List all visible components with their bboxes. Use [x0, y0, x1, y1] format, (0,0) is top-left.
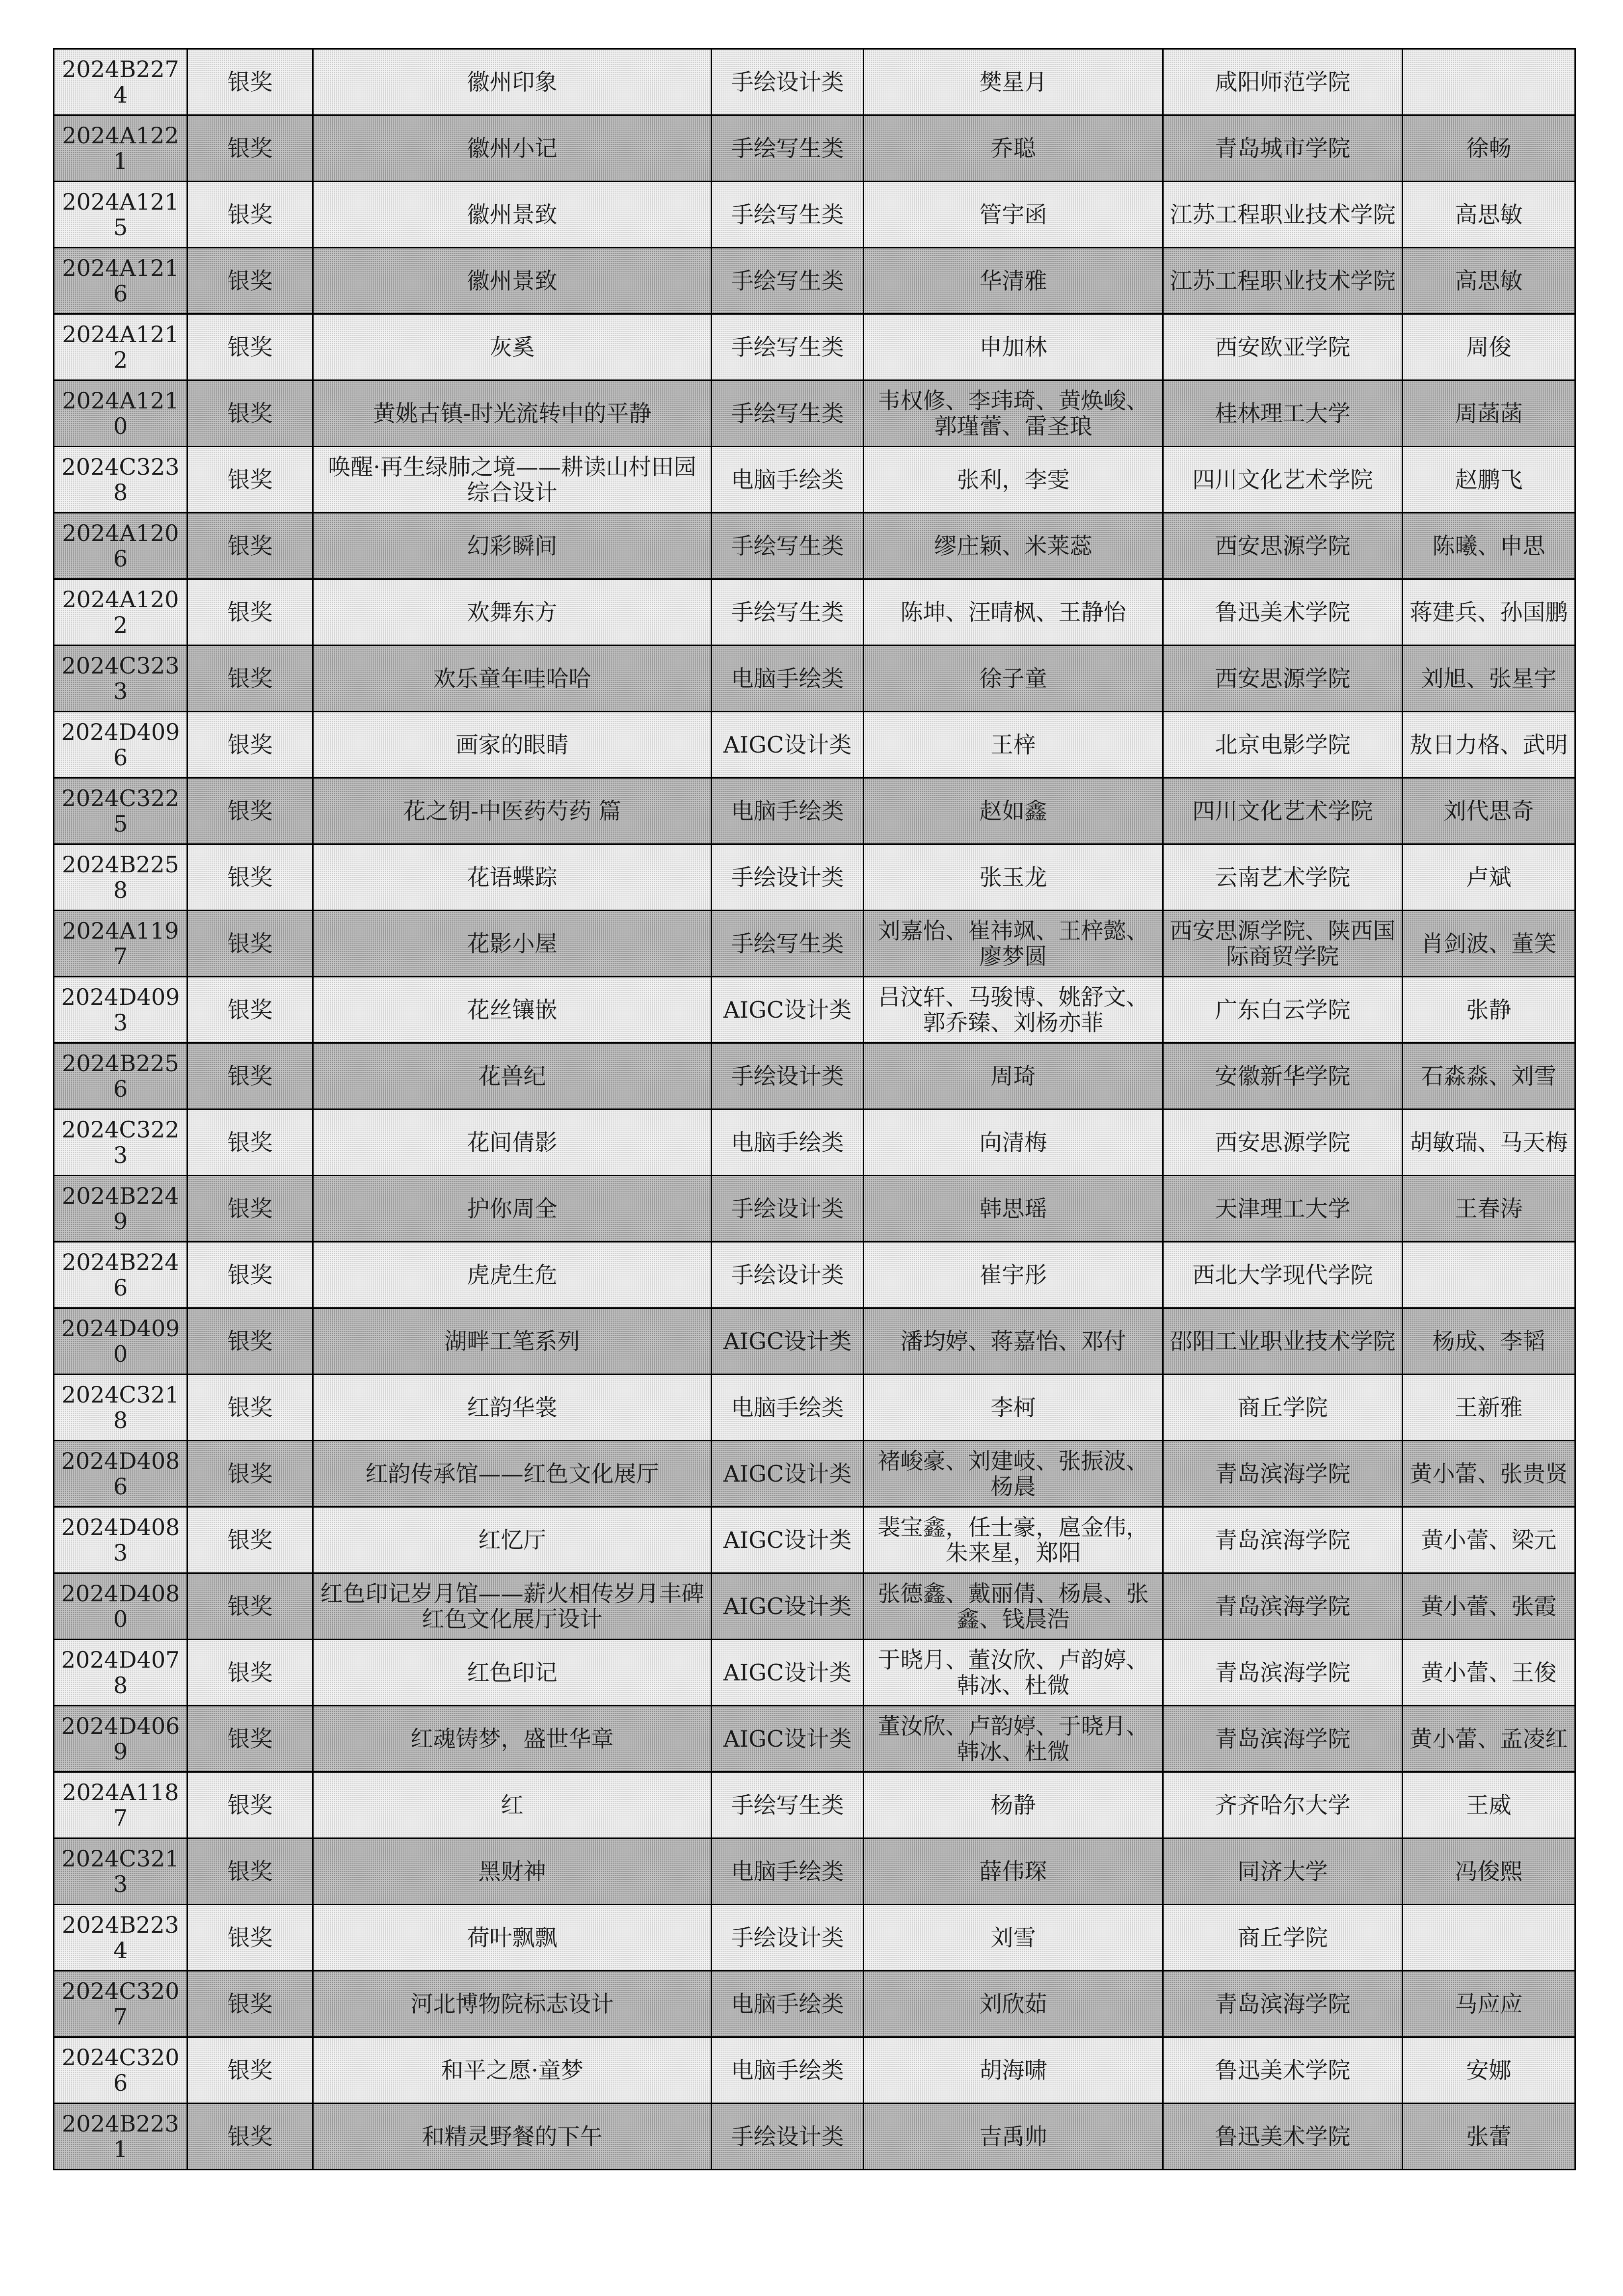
entry-id-cell: 2024C3206 — [54, 2037, 187, 2104]
teacher-cell: 赵鹏飞 — [1403, 447, 1575, 513]
category-cell: AIGC设计类 — [712, 977, 864, 1043]
category-cell: AIGC设计类 — [712, 1308, 864, 1375]
authors-cell: 张利，李雯 — [864, 447, 1163, 513]
authors-cell: 申加林 — [864, 314, 1163, 380]
school-cell: 青岛滨海学院 — [1163, 1507, 1403, 1573]
category-cell: 电脑手绘类 — [712, 1375, 864, 1441]
school-cell: 桂林理工大学 — [1163, 380, 1403, 447]
table-row — [54, 115, 1575, 182]
entry-id-cell: 2024A1215 — [54, 182, 187, 248]
school-cell: 青岛滨海学院 — [1163, 1573, 1403, 1640]
title-cell: 欢乐童年哇哈哈 — [313, 646, 712, 712]
teacher-cell: 高思敏 — [1403, 182, 1575, 248]
entry-id-cell: 2024D4093 — [54, 977, 187, 1043]
entry-id-cell: 2024C3225 — [54, 778, 187, 844]
award-cell: 银奖 — [187, 911, 313, 977]
entry-id-cell: 2024C3218 — [54, 1375, 187, 1441]
authors-cell: 陈坤、汪晴枫、王静怡 — [864, 579, 1163, 646]
entry-id-cell: 2024B2231 — [54, 2104, 187, 2170]
award-cell: 银奖 — [187, 1375, 313, 1441]
title-cell: 红忆厅 — [313, 1507, 712, 1573]
entry-id-cell: 2024A1212 — [54, 314, 187, 380]
award-cell: 银奖 — [187, 2037, 313, 2104]
category-cell: 手绘写生类 — [712, 1772, 864, 1838]
award-cell: 银奖 — [187, 1308, 313, 1375]
table-row — [54, 1308, 1575, 1375]
entry-id-cell: 2024A1197 — [54, 911, 187, 977]
award-cell: 银奖 — [187, 380, 313, 447]
category-cell: AIGC设计类 — [712, 712, 864, 778]
table-row — [54, 1176, 1575, 1242]
title-cell: 红色印记岁月馆——薪火相传岁月丰碑红色文化展厅设计 — [313, 1573, 712, 1640]
school-cell: 广东白云学院 — [1163, 977, 1403, 1043]
entry-id-cell: 2024B2249 — [54, 1176, 187, 1242]
school-cell: 青岛城市学院 — [1163, 115, 1403, 182]
entry-id-cell: 2024D4086 — [54, 1441, 187, 1507]
authors-cell: 董汝欣、卢韵婷、于晓月、韩冰、杜微 — [864, 1706, 1163, 1772]
award-cell: 银奖 — [187, 1573, 313, 1640]
table-row — [54, 579, 1575, 646]
teacher-cell: 黄小蕾、梁元 — [1403, 1507, 1575, 1573]
authors-cell: 胡海啸 — [864, 2037, 1163, 2104]
table-row — [54, 1971, 1575, 2037]
entry-id-cell: 2024A1221 — [54, 115, 187, 182]
authors-cell: 韩思瑶 — [864, 1176, 1163, 1242]
school-cell: 邵阳工业职业技术学院 — [1163, 1308, 1403, 1375]
award-cell: 银奖 — [187, 1971, 313, 2037]
category-cell: AIGC设计类 — [712, 1706, 864, 1772]
table-row — [54, 447, 1575, 513]
authors-cell: 杨静 — [864, 1772, 1163, 1838]
school-cell: 青岛滨海学院 — [1163, 1441, 1403, 1507]
title-cell: 花之钥-中医药芍药 篇 — [313, 778, 712, 844]
entry-id-cell: 2024A1187 — [54, 1772, 187, 1838]
title-cell: 虎虎生危 — [313, 1242, 712, 1308]
title-cell: 护你周全 — [313, 1176, 712, 1242]
entry-id-cell: 2024D4096 — [54, 712, 187, 778]
school-cell: 北京电影学院 — [1163, 712, 1403, 778]
school-cell: 青岛滨海学院 — [1163, 1706, 1403, 1772]
school-cell: 西安思源学院、陕西国际商贸学院 — [1163, 911, 1403, 977]
category-cell: 手绘写生类 — [712, 380, 864, 447]
table-row — [54, 1507, 1575, 1573]
school-cell: 鲁迅美术学院 — [1163, 2104, 1403, 2170]
teacher-cell: 王春涛 — [1403, 1176, 1575, 1242]
entry-id-cell: 2024A1216 — [54, 248, 187, 314]
award-cell: 银奖 — [187, 977, 313, 1043]
category-cell: 手绘写生类 — [712, 314, 864, 380]
authors-cell: 于晓月、董汝欣、卢韵婷、韩冰、杜微 — [864, 1640, 1163, 1706]
title-cell: 湖畔工笔系列 — [313, 1308, 712, 1375]
award-cell: 银奖 — [187, 1772, 313, 1838]
title-cell: 河北博物院标志设计 — [313, 1971, 712, 2037]
teacher-cell: 王新雅 — [1403, 1375, 1575, 1441]
entry-id-cell: 2024A1202 — [54, 579, 187, 646]
title-cell: 黄姚古镇-时光流转中的平静 — [313, 380, 712, 447]
title-cell: 花兽纪 — [313, 1043, 712, 1109]
authors-cell: 樊星月 — [864, 49, 1163, 115]
school-cell: 青岛滨海学院 — [1163, 1640, 1403, 1706]
category-cell: AIGC设计类 — [712, 1640, 864, 1706]
school-cell: 西安思源学院 — [1163, 1109, 1403, 1176]
award-cell: 银奖 — [187, 248, 313, 314]
entry-id-cell: 2024D4090 — [54, 1308, 187, 1375]
award-cell: 银奖 — [187, 1640, 313, 1706]
category-cell: 电脑手绘类 — [712, 646, 864, 712]
table-row — [54, 1905, 1575, 1971]
award-cell: 银奖 — [187, 182, 313, 248]
category-cell: 电脑手绘类 — [712, 2037, 864, 2104]
authors-cell: 崔宇彤 — [864, 1242, 1163, 1308]
teacher-cell: 陈曦、申思 — [1403, 513, 1575, 579]
title-cell: 红魂铸梦，盛世华章 — [313, 1706, 712, 1772]
title-cell: 红色印记 — [313, 1640, 712, 1706]
teacher-cell: 刘旭、张星宇 — [1403, 646, 1575, 712]
award-cell: 银奖 — [187, 712, 313, 778]
table-row — [54, 1772, 1575, 1838]
teacher-cell: 胡敏瑞、马天梅 — [1403, 1109, 1575, 1176]
teacher-cell: 刘代思奇 — [1403, 778, 1575, 844]
authors-cell: 乔聪 — [864, 115, 1163, 182]
teacher-cell: 王威 — [1403, 1772, 1575, 1838]
teacher-cell: 肖剑波、董笑 — [1403, 911, 1575, 977]
school-cell: 四川文化艺术学院 — [1163, 447, 1403, 513]
title-cell: 红韵华裳 — [313, 1375, 712, 1441]
school-cell: 西北大学现代学院 — [1163, 1242, 1403, 1308]
authors-cell: 吉禹帅 — [864, 2104, 1163, 2170]
school-cell: 商丘学院 — [1163, 1905, 1403, 1971]
category-cell: 手绘写生类 — [712, 513, 864, 579]
award-cell: 银奖 — [187, 1706, 313, 1772]
entry-id-cell: 2024C3233 — [54, 646, 187, 712]
school-cell: 西安欧亚学院 — [1163, 314, 1403, 380]
authors-cell: 刘欣茹 — [864, 1971, 1163, 2037]
title-cell: 徽州印象 — [313, 49, 712, 115]
entry-id-cell: 2024C3207 — [54, 1971, 187, 2037]
title-cell: 黑财神 — [313, 1838, 712, 1905]
table-row — [54, 1441, 1575, 1507]
teacher-cell: 安娜 — [1403, 2037, 1575, 2104]
title-cell: 红韵传承馆——红色文化展厅 — [313, 1441, 712, 1507]
award-cell: 银奖 — [187, 1109, 313, 1176]
teacher-cell — [1403, 1905, 1575, 1971]
authors-cell: 褚峻豪、刘建岐、张振波、杨晨 — [864, 1441, 1163, 1507]
authors-cell: 张德鑫、戴丽倩、杨晨、张鑫、钱晨浩 — [864, 1573, 1163, 1640]
category-cell: 电脑手绘类 — [712, 778, 864, 844]
table-row — [54, 314, 1575, 380]
table-row — [54, 513, 1575, 579]
category-cell: 手绘写生类 — [712, 579, 864, 646]
title-cell: 花间倩影 — [313, 1109, 712, 1176]
award-cell: 银奖 — [187, 1905, 313, 1971]
teacher-cell: 石淼淼、刘雪 — [1403, 1043, 1575, 1109]
title-cell: 徽州小记 — [313, 115, 712, 182]
authors-cell: 张玉龙 — [864, 844, 1163, 911]
authors-cell: 刘嘉怡、崔祎飒、王梓懿、廖梦圆 — [864, 911, 1163, 977]
award-cell: 银奖 — [187, 314, 313, 380]
table-row — [54, 182, 1575, 248]
teacher-cell — [1403, 1242, 1575, 1308]
authors-cell: 薛伟琛 — [864, 1838, 1163, 1905]
award-cell: 银奖 — [187, 1043, 313, 1109]
award-cell: 银奖 — [187, 1242, 313, 1308]
title-cell: 花语蝶踪 — [313, 844, 712, 911]
school-cell: 云南艺术学院 — [1163, 844, 1403, 911]
category-cell: 手绘设计类 — [712, 2104, 864, 2170]
category-cell: 电脑手绘类 — [712, 1971, 864, 2037]
entry-id-cell: 2024C3223 — [54, 1109, 187, 1176]
table-row — [54, 1573, 1575, 1640]
award-cell: 银奖 — [187, 115, 313, 182]
teacher-cell: 杨成、李韬 — [1403, 1308, 1575, 1375]
entry-id-cell: 2024D4078 — [54, 1640, 187, 1706]
title-cell: 徽州景致 — [313, 248, 712, 314]
table-row — [54, 1706, 1575, 1772]
entry-id-cell: 2024C3238 — [54, 447, 187, 513]
category-cell: 手绘设计类 — [712, 1176, 864, 1242]
school-cell: 天津理工大学 — [1163, 1176, 1403, 1242]
award-cell: 银奖 — [187, 447, 313, 513]
award-cell: 银奖 — [187, 1176, 313, 1242]
title-cell: 欢舞东方 — [313, 579, 712, 646]
award-cell: 银奖 — [187, 1838, 313, 1905]
teacher-cell: 马应应 — [1403, 1971, 1575, 2037]
title-cell: 唤醒·再生绿肺之境——耕读山村田园综合设计 — [313, 447, 712, 513]
authors-cell: 李柯 — [864, 1375, 1163, 1441]
award-cell: 银奖 — [187, 778, 313, 844]
category-cell: 手绘设计类 — [712, 49, 864, 115]
table-row — [54, 1375, 1575, 1441]
teacher-cell: 高思敏 — [1403, 248, 1575, 314]
award-cell: 银奖 — [187, 1441, 313, 1507]
teacher-cell: 张静 — [1403, 977, 1575, 1043]
teacher-cell: 徐畅 — [1403, 115, 1575, 182]
category-cell: 电脑手绘类 — [712, 1109, 864, 1176]
award-cell: 银奖 — [187, 646, 313, 712]
table-row — [54, 977, 1575, 1043]
school-cell: 鲁迅美术学院 — [1163, 2037, 1403, 2104]
awards-table — [53, 48, 1576, 2170]
teacher-cell: 敖日力格、武明 — [1403, 712, 1575, 778]
title-cell: 花影小屋 — [313, 911, 712, 977]
entry-id-cell: 2024B2234 — [54, 1905, 187, 1971]
title-cell: 花丝镶嵌 — [313, 977, 712, 1043]
authors-cell: 潘均婷、蒋嘉怡、邓付 — [864, 1308, 1163, 1375]
title-cell: 和平之愿·童梦 — [313, 2037, 712, 2104]
category-cell: 手绘写生类 — [712, 115, 864, 182]
table-row — [54, 380, 1575, 447]
table-row — [54, 844, 1575, 911]
entry-id-cell: 2024B2258 — [54, 844, 187, 911]
category-cell: 电脑手绘类 — [712, 447, 864, 513]
school-cell: 咸阳师范学院 — [1163, 49, 1403, 115]
school-cell: 四川文化艺术学院 — [1163, 778, 1403, 844]
table-row — [54, 2104, 1575, 2170]
category-cell: 电脑手绘类 — [712, 1838, 864, 1905]
school-cell: 西安思源学院 — [1163, 513, 1403, 579]
teacher-cell: 黄小蕾、王俊 — [1403, 1640, 1575, 1706]
school-cell: 齐齐哈尔大学 — [1163, 1772, 1403, 1838]
teacher-cell: 蒋建兵、孙国鹏 — [1403, 579, 1575, 646]
award-cell: 银奖 — [187, 844, 313, 911]
table-row — [54, 778, 1575, 844]
table-row — [54, 1640, 1575, 1706]
authors-cell: 管宇函 — [864, 182, 1163, 248]
title-cell: 和精灵野餐的下午 — [313, 2104, 712, 2170]
category-cell: AIGC设计类 — [712, 1507, 864, 1573]
school-cell: 江苏工程职业技术学院 — [1163, 182, 1403, 248]
authors-cell: 华清雅 — [864, 248, 1163, 314]
school-cell: 青岛滨海学院 — [1163, 1971, 1403, 2037]
title-cell: 幻彩瞬间 — [313, 513, 712, 579]
award-cell: 银奖 — [187, 2104, 313, 2170]
school-cell: 江苏工程职业技术学院 — [1163, 248, 1403, 314]
table-row — [54, 2037, 1575, 2104]
award-cell: 银奖 — [187, 49, 313, 115]
category-cell: 手绘设计类 — [712, 1242, 864, 1308]
award-cell: 银奖 — [187, 579, 313, 646]
teacher-cell: 周菡菡 — [1403, 380, 1575, 447]
table-row — [54, 911, 1575, 977]
authors-cell: 向清梅 — [864, 1109, 1163, 1176]
entry-id-cell: 2024B2246 — [54, 1242, 187, 1308]
teacher-cell: 张蕾 — [1403, 2104, 1575, 2170]
category-cell: 手绘写生类 — [712, 182, 864, 248]
title-cell: 灰奚 — [313, 314, 712, 380]
entry-id-cell: 2024D4069 — [54, 1706, 187, 1772]
entry-id-cell: 2024D4080 — [54, 1573, 187, 1640]
award-cell: 银奖 — [187, 1507, 313, 1573]
category-cell: 手绘写生类 — [712, 911, 864, 977]
entry-id-cell: 2024B2256 — [54, 1043, 187, 1109]
table-row — [54, 712, 1575, 778]
category-cell: AIGC设计类 — [712, 1573, 864, 1640]
category-cell: 手绘设计类 — [712, 844, 864, 911]
category-cell: 手绘设计类 — [712, 1043, 864, 1109]
awards-table-body — [54, 49, 1575, 2170]
school-cell: 西安思源学院 — [1163, 646, 1403, 712]
teacher-cell: 黄小蕾、张贵贤 — [1403, 1441, 1575, 1507]
teacher-cell — [1403, 49, 1575, 115]
title-cell: 徽州景致 — [313, 182, 712, 248]
authors-cell: 裴宝鑫，任士豪，扈金伟，朱来星，郑阳 — [864, 1507, 1163, 1573]
title-cell: 画家的眼睛 — [313, 712, 712, 778]
table-row — [54, 248, 1575, 314]
teacher-cell: 冯俊熙 — [1403, 1838, 1575, 1905]
teacher-cell: 黄小蕾、孟凌红 — [1403, 1706, 1575, 1772]
teacher-cell: 黄小蕾、张霞 — [1403, 1573, 1575, 1640]
authors-cell: 韦权修、李玮琦、黄焕峻、郭瑾蕾、雷圣琅 — [864, 380, 1163, 447]
entry-id-cell: 2024A1210 — [54, 380, 187, 447]
category-cell: 手绘写生类 — [712, 248, 864, 314]
authors-cell: 徐子童 — [864, 646, 1163, 712]
title-cell: 荷叶飘飘 — [313, 1905, 712, 1971]
teacher-cell: 卢斌 — [1403, 844, 1575, 911]
school-cell: 鲁迅美术学院 — [1163, 579, 1403, 646]
authors-cell: 吕汶轩、马骏博、姚舒文、郭乔臻、刘杨亦菲 — [864, 977, 1163, 1043]
title-cell: 红 — [313, 1772, 712, 1838]
school-cell: 安徽新华学院 — [1163, 1043, 1403, 1109]
authors-cell: 刘雪 — [864, 1905, 1163, 1971]
table-row — [54, 1109, 1575, 1176]
entry-id-cell: 2024B2274 — [54, 49, 187, 115]
authors-cell: 周琦 — [864, 1043, 1163, 1109]
teacher-cell: 周俊 — [1403, 314, 1575, 380]
authors-cell: 王梓 — [864, 712, 1163, 778]
table-row — [54, 1043, 1575, 1109]
authors-cell: 赵如鑫 — [864, 778, 1163, 844]
entry-id-cell: 2024A1206 — [54, 513, 187, 579]
entry-id-cell: 2024D4083 — [54, 1507, 187, 1573]
table-row — [54, 1242, 1575, 1308]
award-cell: 银奖 — [187, 513, 313, 579]
entry-id-cell: 2024C3213 — [54, 1838, 187, 1905]
table-row — [54, 49, 1575, 115]
school-cell: 同济大学 — [1163, 1838, 1403, 1905]
authors-cell: 缪庄颖、米莱蕊 — [864, 513, 1163, 579]
school-cell: 商丘学院 — [1163, 1375, 1403, 1441]
table-row — [54, 1838, 1575, 1905]
category-cell: AIGC设计类 — [712, 1441, 864, 1507]
table-row — [54, 646, 1575, 712]
category-cell: 手绘设计类 — [712, 1905, 864, 1971]
